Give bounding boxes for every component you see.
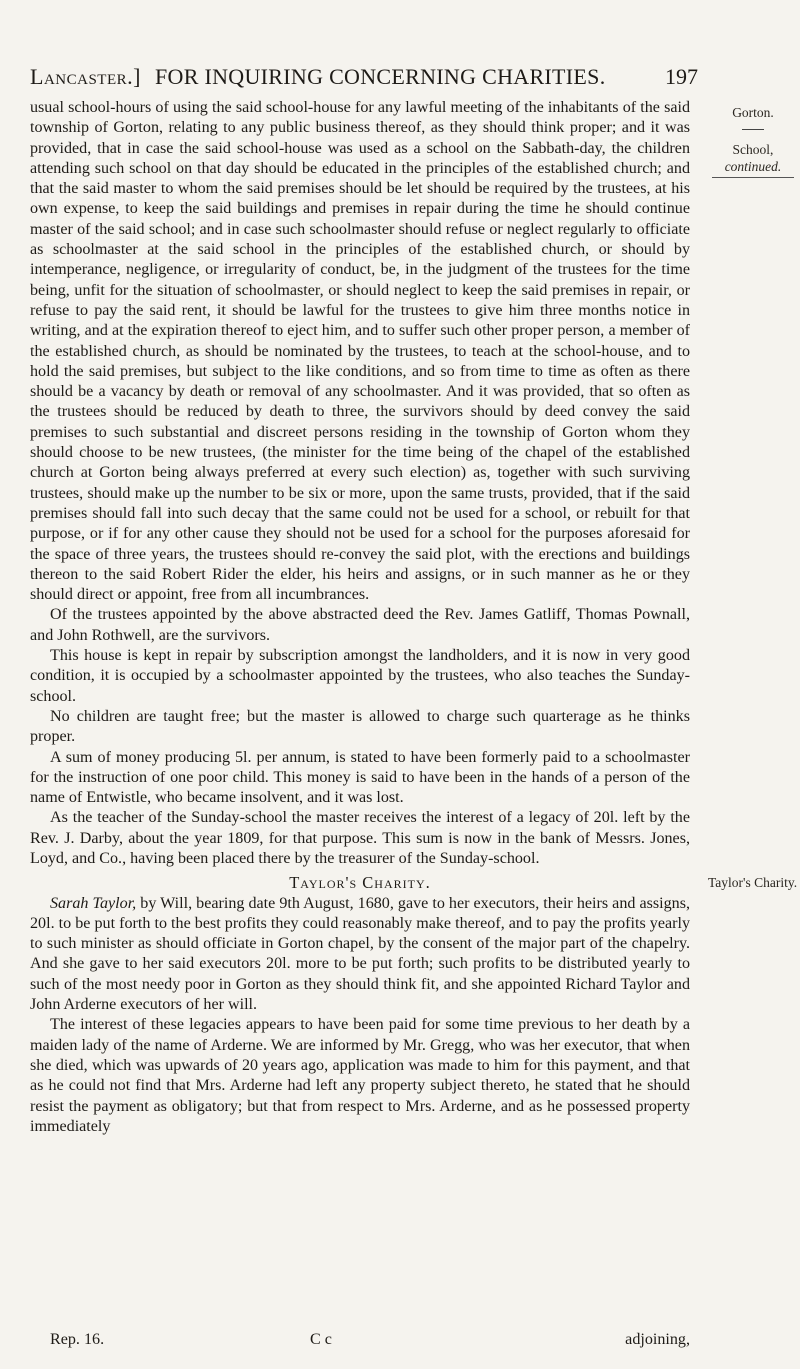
paragraph: Of the trustees appointed by the above abstracted deed the Rev. James Gatliff, Thomas Pownall, and John Rothwell, are the survivors. xyxy=(30,606,690,644)
running-header xyxy=(30,58,698,92)
header-county: Lancaster.] xyxy=(30,64,141,89)
paragraph: No children are taught free; but the master is allowed to charge such quarterage as he thinks proper. xyxy=(30,707,690,746)
section-heading: Taylor's Charity. xyxy=(289,873,431,893)
margin-note-gorton-school xyxy=(712,104,794,178)
page-footer xyxy=(30,1331,690,1355)
paragraph: A sum of money producing 5l. per annum, is stated to have been formerly paid to a schoolmaster for the instruction of one poor child. This money is said to have been in the hands of a person of the name of Entwistle, who became insolvent, and it was lost. xyxy=(30,748,690,807)
page-number: 197 xyxy=(665,64,698,89)
margin-gorton: Gorton. xyxy=(732,105,774,120)
header-title: FOR INQUIRING CONCERNING CHARITIES. xyxy=(155,64,606,89)
margin-dash xyxy=(712,129,794,141)
signature-mark: C c xyxy=(310,1331,332,1348)
margin-continued: continued. xyxy=(712,158,794,178)
main-text xyxy=(30,98,690,1137)
paragraph: The interest of these legacies appears to have been paid for some time previous to her death by a maiden lady of the name of Arderne. We are informed by Mr. Gregg, who was her executor, that when she died, which was upwards of 20 years ago, application was made to him for this payment, and that as he could not find that Mrs. Arderne had left any property subject thereto, he stated that he should resist the payment as obligatory; but that from respect to Mrs. Arderne, and as he possessed property immediately xyxy=(30,1016,690,1135)
margin-school: School, xyxy=(732,142,774,157)
taylor-will-text: by Will, bearing date 9th August, 1680, gave to her executors, their heirs and assigns, 20l. to be put forth to the best profits they could reasonably make thereof, and to pay the profits yearly to such minister as should officiate in Gorton chapel, by the consent of the major part of the chapelry. And she gave to her said executors 20l. more to be put forth; such profits to be distributed yearly to such of the most needy poor in Gorton as they should think fit, and she appointed Richard Taylor and John Arderne executors of her will. xyxy=(30,894,690,1014)
report-number: Rep. 16. xyxy=(50,1331,105,1348)
margin-note-taylors-charity: Taylor's Charity. xyxy=(708,875,798,890)
catchword: adjoining, xyxy=(625,1331,690,1348)
paragraph: usual school-hours of using the said school-house for any lawful meeting of the inhabitants of the said township of Gorton, relating to any public business thereof, as they should think proper; and it was provided, that in case the said school-house was used as a school on the Sabbath-day, the children attending such school on that day should be educated in the principles of the established church; and that the said master to whom the said premises should be let should be required by the trustees, at his own expense, to keep the said buildings and premises in repair during the time he should continue master of the said school; and in case such schoolmaster should refuse or neglect regularly to officiate as schoolmaster at the said school in the principles of the established church, or should by intemperance, negligence, or irregularity of conduct, be, in the judgment of the trustees for the time being, unfit for the situation of schoolmaster, or should neglect to keep the said premises in repair, or refuse to pay the said rent, it should be lawful for the trustees to give him three months notice in writing, and at the expiration thereof to eject him, and to suffer such other proper person, a member of the established church, as should be nominated by the trustees, to teach at the school-house, and to hold the said premises, but subject to the like conditions, and so from time to time as often as there should be a vacancy by death or removal of any schoolmaster. And it was provided, that so often as the trustees should be reduced by death to three, the survivors should by deed convey the said premises to such substantial and discreet persons residing in the township of Gorton whom they should choose to be new trustees, (the minister for the time being of the chapel of the established church at Gorton being always preferred at every such election) as, together with such surviving trustees, should make up the number to be six or more, upon the same trusts, provided, that if the said premises should fall into such decay that the same could not be used for a school, or rebuilt for that purpose, or if for any other cause they should not be used for a school for the purposes aforesaid for the space of three years, the trustees should re-convey the said plot, with the erections and buildings thereon to the said Robert Rider the elder, his heirs and assigns, or in such manner as he or they should direct or appoint, free from all incumbrances. xyxy=(30,99,690,604)
paragraph-taylor-will xyxy=(30,894,690,1016)
paragraph: As the teacher of the Sunday-school the master receives the interest of a legacy of 20l. left by the Rev. J. Darby, about the year 1809, for that purpose. This sum is now in the bank of Messrs. Jones, Loyd, and Co., having been placed there by the treasurer of the Sunday-school. xyxy=(30,809,690,867)
testator-name: Sarah Taylor, xyxy=(50,894,137,912)
paragraph: This house is kept in repair by subscription amongst the landholders, and it is now in very good condition, it is occupied by a schoolmaster appointed by the trustees, who also teaches the Sunday-school. xyxy=(30,647,690,705)
